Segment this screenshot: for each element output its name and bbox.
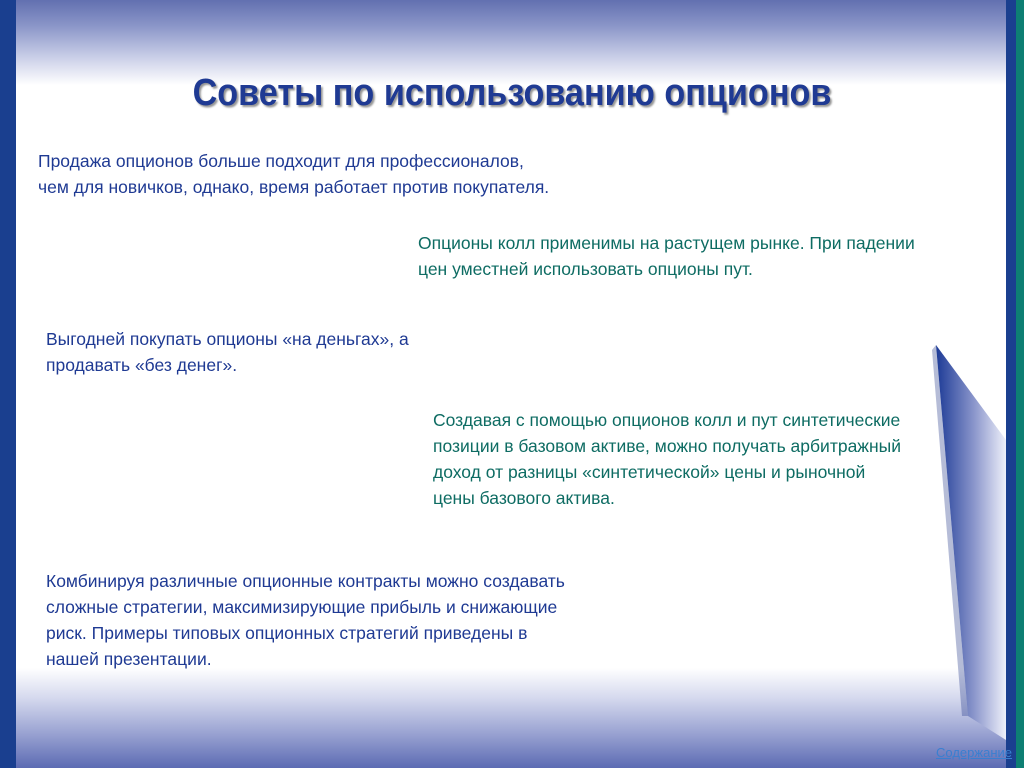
tip-line: Выгодней покупать опционы «на деньгах», а bbox=[46, 329, 409, 349]
tip-line: риск. Примеры типовых опционных стратегий приведены в bbox=[46, 623, 528, 643]
tip-line: Комбинируя различные опционные контракты можно создавать bbox=[46, 571, 565, 591]
tip-professionals bbox=[38, 148, 549, 200]
tip-line: цены базового актива. bbox=[433, 488, 615, 508]
tip-line: Опционы колл применимы на растущем рынке. При падении bbox=[418, 233, 915, 253]
slide-title: Советы по использованию опционов bbox=[192, 72, 832, 114]
tip-in-the-money bbox=[46, 326, 409, 378]
contents-link[interactable]: Содержание bbox=[936, 745, 1012, 760]
tip-line: продавать «без денег». bbox=[46, 355, 238, 375]
tip-synthetic-arbitrage bbox=[433, 407, 901, 511]
tip-call-put-market bbox=[418, 230, 915, 282]
tip-line: доход от разницы «синтетической» цены и рыночной bbox=[433, 462, 866, 482]
tip-line: позиции в базовом активе, можно получать арбитражный bbox=[433, 436, 902, 456]
tip-line: цен уместней использовать опционы пут. bbox=[418, 259, 753, 279]
page-curl-shape bbox=[936, 345, 1006, 740]
tip-line: нашей презентации. bbox=[46, 649, 212, 669]
tip-line: Создавая с помощью опционов колл и пут синтетические bbox=[433, 410, 901, 430]
tip-line: сложные стратегии, максимизирующие прибыль и снижающие bbox=[46, 597, 558, 617]
tip-line: чем для новичков, однако, время работает против покупателя. bbox=[38, 177, 550, 197]
tip-line: Продажа опционов больше подходит для профессионалов, bbox=[38, 151, 524, 171]
tip-combined-strategies bbox=[46, 568, 565, 672]
